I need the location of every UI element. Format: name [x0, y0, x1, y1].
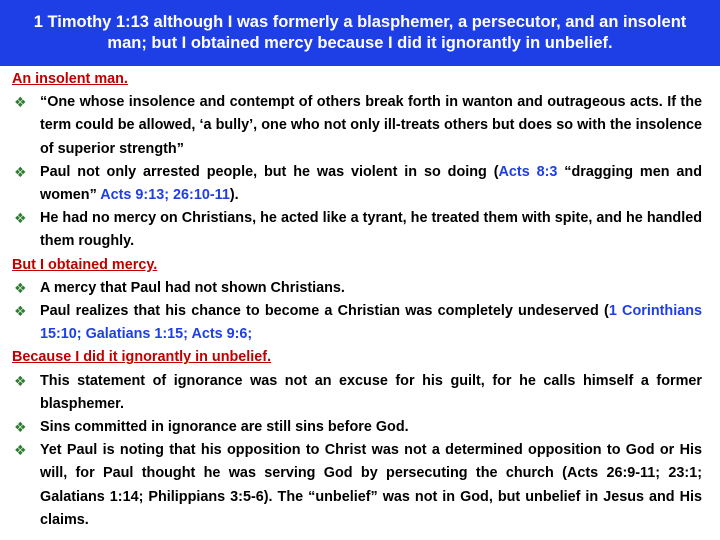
slide-header	[0, 0, 720, 66]
bullet-text	[40, 416, 702, 439]
section-heading: Because I did it ignorantly in unbelief.	[12, 349, 272, 366]
bullet-item	[12, 91, 702, 161]
bullet-text-segment: Sins committed in ignorance are still sins before God.	[40, 419, 409, 436]
bullet-text	[40, 300, 702, 346]
header-line-2: man; but I obtained mercy because I did it ignorantly in unbelief.	[107, 34, 613, 52]
bullet-text-segment: A mercy that Paul had not shown Christians.	[40, 279, 345, 296]
bullet-text	[40, 277, 702, 300]
bullet-text-segment: He had no mercy on Christians, he acted like a tyrant, he treated them with spite, and he handled them roughly.	[40, 210, 702, 250]
bullet-text-segment: “One whose insolence and contempt of others break forth in wanton and outrageous acts. If the term could be allowed, ‘a bully’, one who not only ill-treats others but does so with the insolence of superior strength”	[40, 94, 702, 157]
scripture-reference: Acts 8:3	[498, 163, 558, 180]
bullet-text-segment: Yet Paul is noting that his opposition to Christ was not a determined opposition to God or His will, for Paul thought he was serving God by persecuting the church (Acts 26:9-11; 23:1; Galatians 1:14; Philippians 3:5-6). The “unbelief” was not in God, but unbelief in Jesus and His claims.	[40, 442, 702, 528]
diamond-bullet-icon: ❖	[14, 94, 27, 111]
bullet-text	[40, 370, 702, 416]
bullet-text	[40, 91, 702, 161]
diamond-bullet-icon: ❖	[14, 210, 27, 227]
diamond-bullet-icon: ❖	[14, 372, 27, 389]
bullet-text-segment: Paul realizes that his chance to become a Christian was completely undeserved (	[40, 303, 609, 320]
bullet-item	[12, 416, 702, 439]
scripture-reference: Acts 9:13; 26:10-11	[100, 187, 230, 204]
header-line-1: 1 Timothy 1:13 although I was formerly a blasphemer, a persecutor, and an insolent	[33, 13, 687, 31]
bullet-item	[12, 370, 702, 416]
bullet-item	[12, 161, 702, 207]
section-heading: But I obtained mercy.	[12, 256, 158, 273]
diamond-bullet-icon: ❖	[14, 163, 27, 180]
section-heading: An insolent man.	[12, 71, 128, 87]
bullet-text-segment: ).	[229, 187, 239, 204]
diamond-bullet-icon: ❖	[14, 303, 27, 320]
bullet-item	[12, 207, 702, 253]
diamond-bullet-icon: ❖	[14, 279, 27, 296]
bullet-text	[40, 161, 702, 207]
bullet-item	[12, 277, 702, 300]
header-verse	[34, 12, 687, 54]
bullet-text-segment: This statement of ignorance was not an excuse for his guilt, for he calls himself a former blasphemer.	[40, 372, 702, 412]
bullet-text	[40, 439, 702, 532]
slide-body	[12, 68, 702, 532]
diamond-bullet-icon: ❖	[14, 442, 27, 459]
bullet-text-segment: “dragging men and women”	[40, 163, 702, 204]
bullet-text-segment: Paul not only arrested people, but he was violent in so doing (	[40, 163, 499, 180]
bullet-item	[12, 300, 702, 346]
diamond-bullet-icon: ❖	[14, 419, 27, 436]
bullet-item	[12, 439, 702, 532]
scripture-reference: 1 Corinthians 15:10; Galatians 1:15; Acts 9:6;	[40, 303, 702, 343]
bullet-text	[40, 207, 702, 253]
